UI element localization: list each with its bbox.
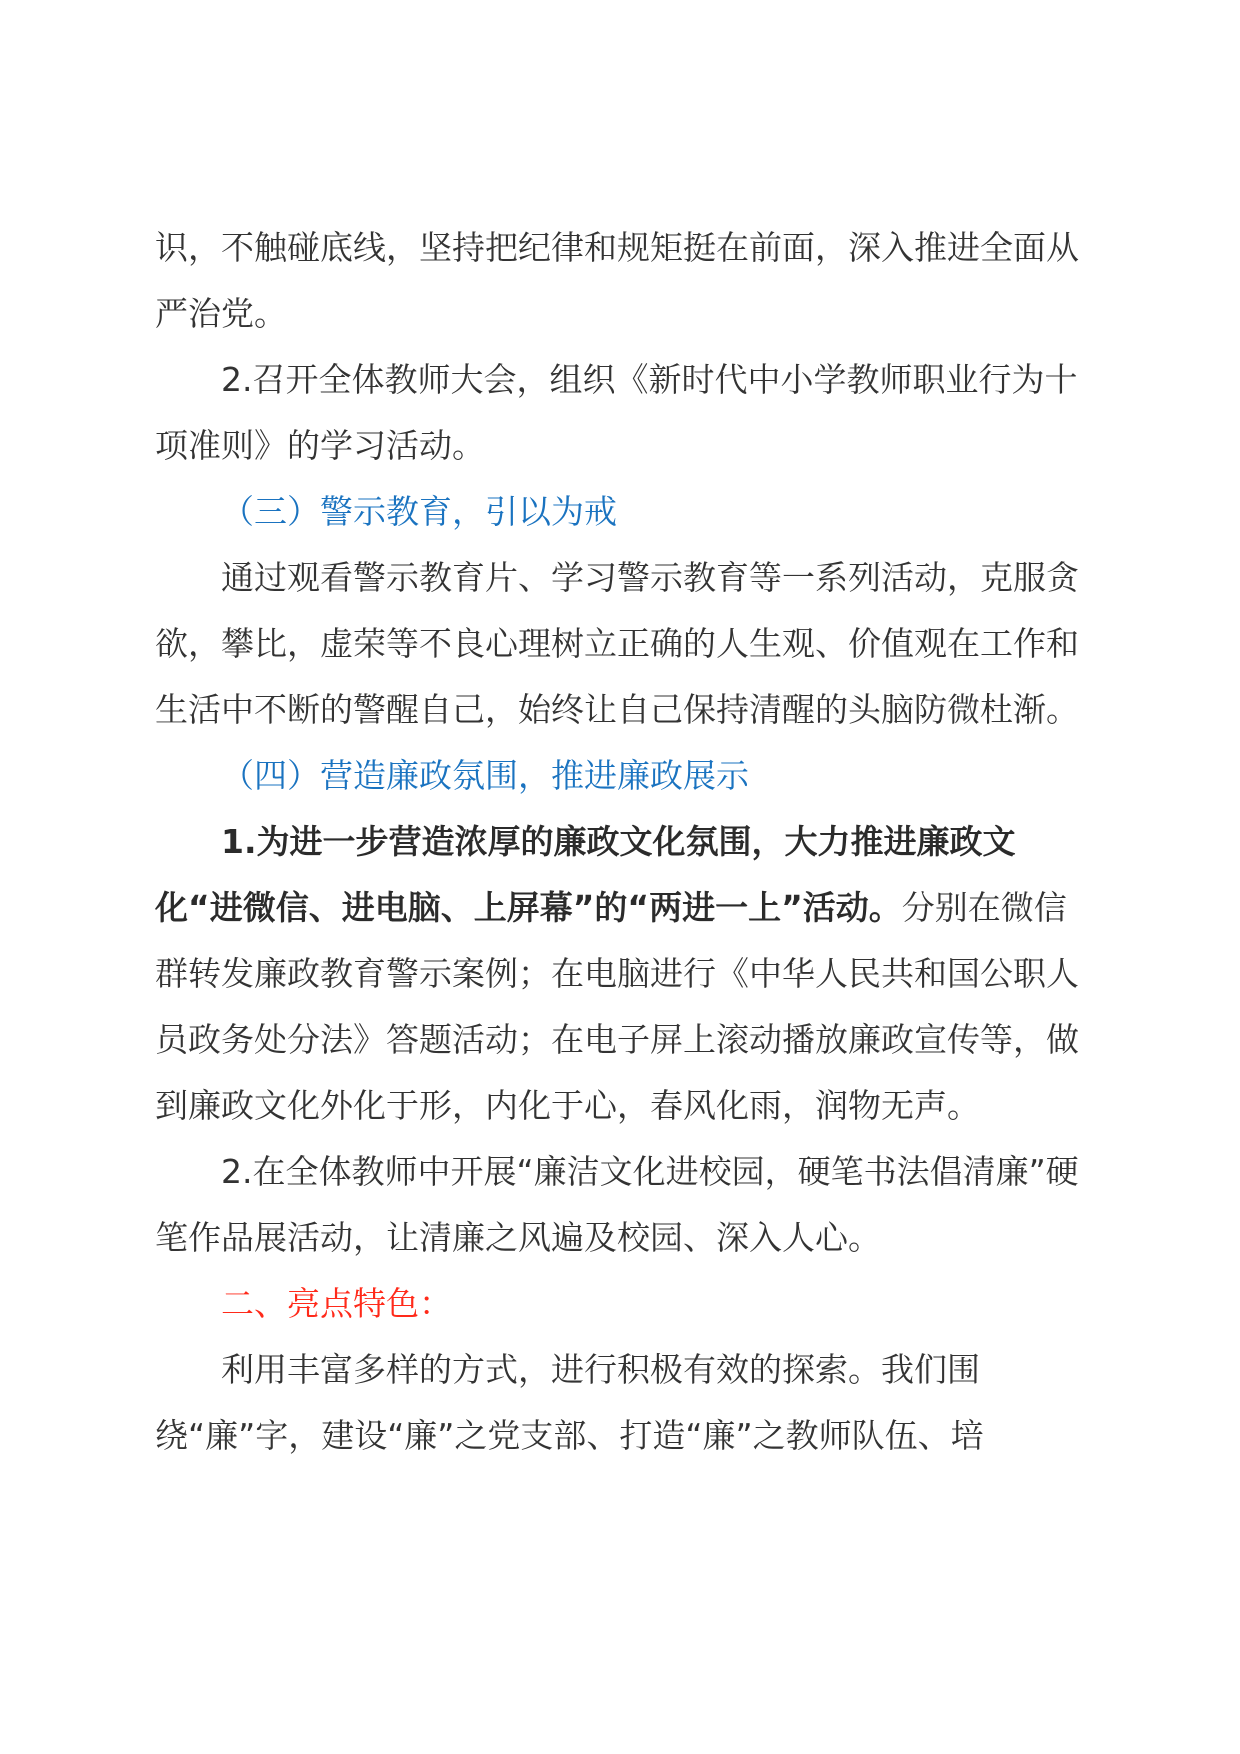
paragraph-integrity-culture <box>155 809 1085 1139</box>
document-body <box>155 215 1085 1469</box>
paragraph-continuation: 识，不触碰底线，坚持把纪律和规矩挺在前面，深入推进全面从严治党。 <box>155 228 1079 333</box>
paragraph-integrity-culture-body: 分别在微信群转发廉政教育警示案例；在电脑进行《中华人民共和国公职人员政务处分法》答题活动；在电子屏上滚动播放廉政宣传等，做到廉政文化外化于形，内化于心，春风化雨，润物无声。 <box>155 888 1079 1125</box>
section-heading-warning-education: （三）警示教育，引以为戒 <box>221 492 617 531</box>
paragraph-warning-education: 通过观看警示教育片、学习警示教育等一系列活动，克服贪欲，攀比，虚荣等不良心理树立正确的人生观、价值观在工作和生活中不断的警醒自己，始终让自己保持清醒的头脑防微杜渐。 <box>155 558 1079 729</box>
paragraph-teacher-meeting: 2.召开全体教师大会，组织《新时代中小学教师职业行为十项准则》的学习活动。 <box>155 360 1078 465</box>
section-heading-highlights: 二、亮点特色： <box>221 1284 452 1323</box>
paragraph-integrity-culture-lead: 1.为进一步营造浓厚的廉政文化氛围，大力推进廉政文化“进微信、进电脑、上屏幕”的“两进一上”活动。 <box>155 822 1016 927</box>
section-heading-integrity-atmosphere: （四）营造廉政氛围，推进廉政展示 <box>221 756 749 795</box>
paragraph-calligraphy-exhibition: 2.在全体教师中开展“廉洁文化进校园，硬笔书法倡清廉”硬笔作品展活动，让清廉之风遍及校园、深入人心。 <box>155 1152 1079 1257</box>
paragraph-highlights: 利用丰富多样的方式，进行积极有效的探索。我们围绕“廉”字，建设“廉”之党支部、打造“廉”之教师队伍、培 <box>155 1350 984 1455</box>
